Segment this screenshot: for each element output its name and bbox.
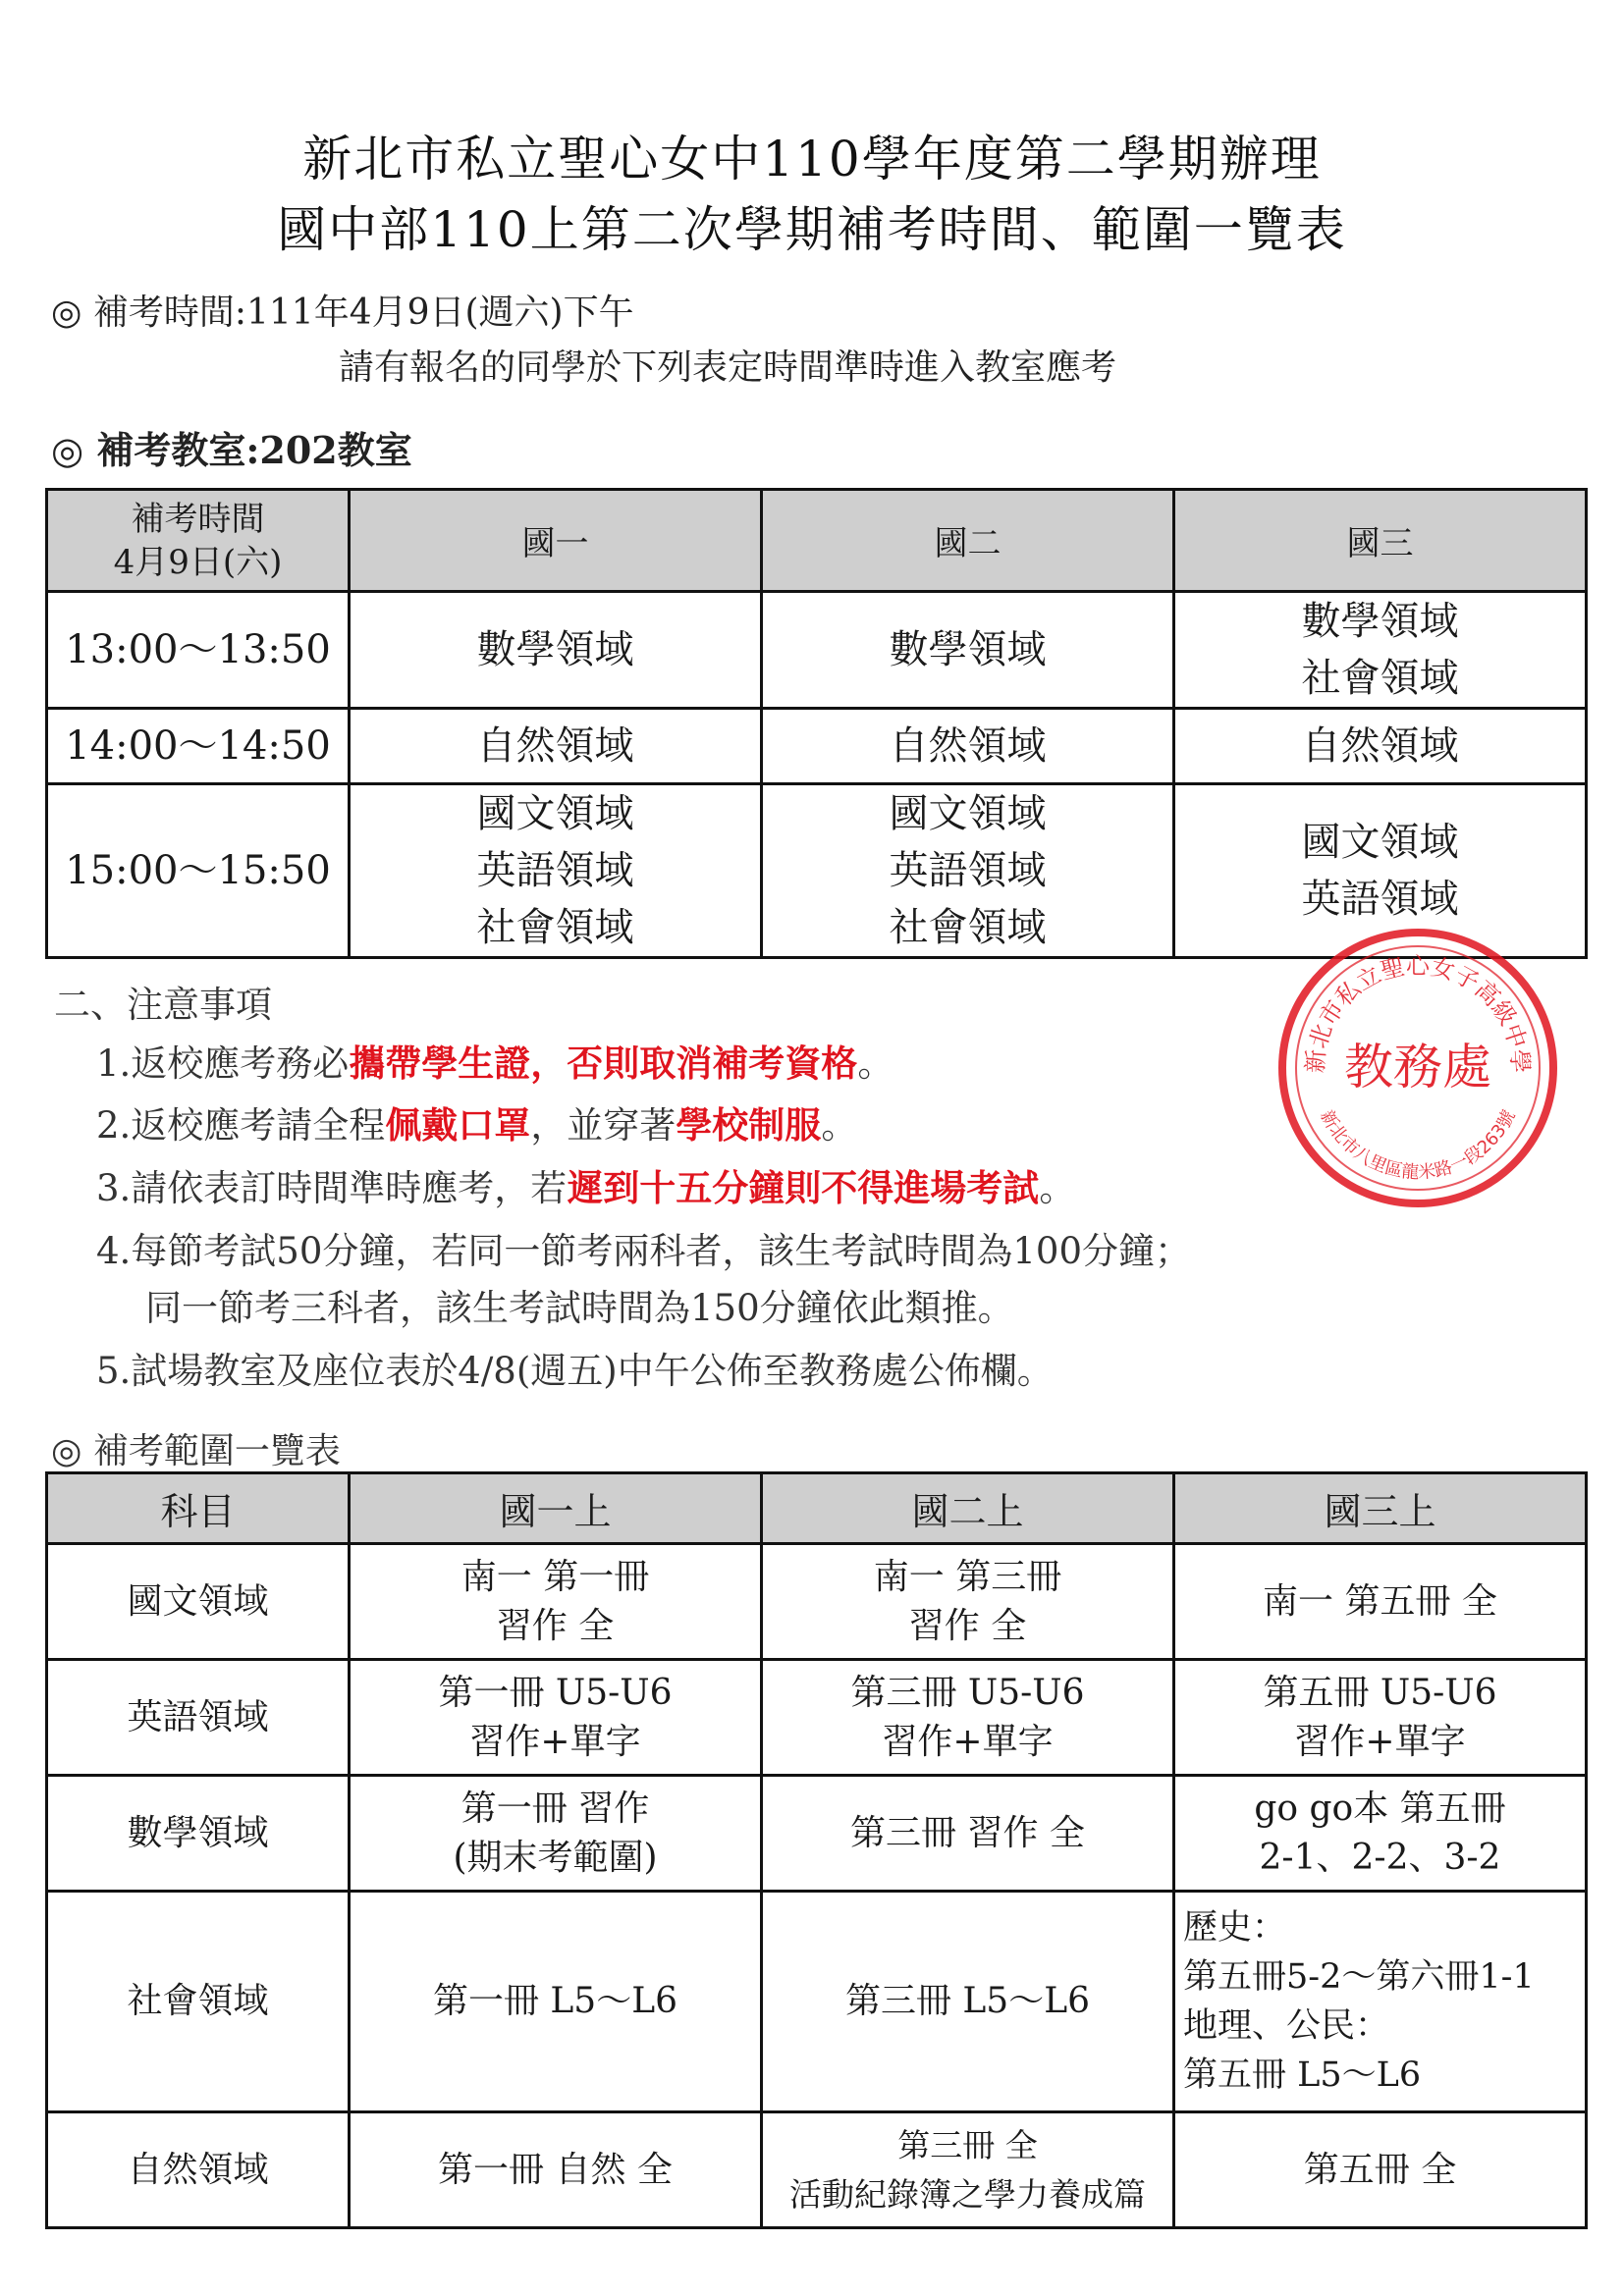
range-cell — [350, 1892, 762, 2112]
subject-cell — [350, 592, 762, 709]
subject-cell — [762, 784, 1174, 958]
schedule-corner-line1: 補考時間 — [131, 499, 265, 539]
range-row — [47, 1544, 1587, 1660]
range-text: 習作+單字 — [469, 1721, 641, 1762]
notes-heading: 二、注意事項 — [54, 984, 272, 1026]
svg-text:新北市八里區龍米路一段263號 — [1316, 1107, 1520, 1184]
document-title-line2: 國中部110上第二次學期補考時間、範圍一覽表 — [277, 201, 1347, 258]
range-text: go go本 第五冊 — [1254, 1788, 1506, 1829]
subject-text: 自然領域 — [1301, 723, 1459, 769]
range-text: 第三冊 習作 全 — [850, 1812, 1085, 1853]
grade-header: 國一 — [350, 490, 762, 592]
document-title-line1: 新北市私立聖心女中110學年度第二學期辦理 — [302, 131, 1322, 187]
note-1-text: 1.返校應考務必 — [96, 1042, 350, 1085]
range-text: 第五冊 L5～L6 — [1183, 2056, 1422, 2095]
subject-cell — [762, 592, 1174, 709]
subject-text: 英語領域 — [476, 848, 634, 893]
note-5: 5.試場教室及座位表於4/8(週五)中午公佈至教務處公佈欄。 — [96, 1350, 1054, 1392]
range-cell — [1174, 1892, 1587, 2112]
subject-text: 社會領域 — [476, 905, 634, 950]
range-text: (期末考範圍) — [453, 1837, 658, 1878]
schedule-row — [47, 709, 1587, 784]
range-cell — [1174, 1776, 1587, 1892]
schedule-header-row — [47, 490, 1587, 592]
range-text: 第三冊 L5～L6 — [844, 1981, 1091, 2021]
range-row — [47, 1892, 1587, 2112]
note-1-warning: 攜帶學生證，否則取消補考資格 — [349, 1041, 858, 1085]
range-text: 第五冊5-2～第六冊1-1 — [1183, 1957, 1535, 1997]
range-text: 習作+單字 — [1294, 1721, 1466, 1762]
range-row — [47, 1660, 1587, 1776]
subject-cell — [1174, 592, 1587, 709]
school-seal-stamp — [1274, 925, 1561, 1211]
range-row — [47, 2112, 1587, 2228]
grade-header: 國二 — [762, 490, 1174, 592]
range-text: 習作+單字 — [882, 1721, 1054, 1762]
note-2-end: 。 — [821, 1104, 858, 1147]
schedule-corner-cell — [47, 490, 350, 592]
range-subject: 自然領域 — [47, 2112, 350, 2228]
range-text: 第一冊 自然 全 — [438, 2149, 673, 2190]
subject-text: 國文領域 — [476, 791, 634, 836]
exam-time-note: 請有報名的同學於下列表定時間準時進入教室應考 — [339, 347, 1117, 388]
range-cell — [350, 1544, 762, 1660]
time-slot: 13:00～13:50 — [47, 592, 350, 709]
range-text: 歷史： — [1183, 1908, 1287, 1948]
range-text: 第一冊 L5～L6 — [432, 1981, 678, 2021]
subject-text: 數學領域 — [1301, 599, 1459, 644]
schedule-row — [47, 592, 1587, 709]
range-cell — [1174, 2112, 1587, 2228]
range-heading: ◎ 補考範圍一覽表 — [51, 1431, 341, 1471]
range-text: 第五冊 U5-U6 — [1263, 1672, 1497, 1713]
range-text: 2-1、2-2、3-2 — [1259, 1837, 1501, 1878]
range-cell — [350, 1660, 762, 1776]
range-subject: 數學領域 — [47, 1776, 350, 1892]
range-cell — [762, 1544, 1174, 1660]
note-3-text: 3.請依表訂時間準時應考，若 — [96, 1167, 568, 1209]
subject-text: 國文領域 — [889, 791, 1047, 836]
range-table — [45, 1471, 1588, 2229]
subject-cell — [1174, 709, 1587, 784]
range-header-row — [47, 1473, 1587, 1544]
range-subject: 社會領域 — [47, 1892, 350, 2112]
range-header: 國二上 — [762, 1473, 1174, 1544]
note-3 — [96, 1158, 1075, 1211]
range-row — [47, 1776, 1587, 1892]
stamp-center-text: 教務處 — [1344, 1039, 1491, 1095]
range-cell — [350, 1776, 762, 1892]
range-cell — [762, 2112, 1174, 2228]
range-header: 科目 — [47, 1473, 350, 1544]
subject-text: 數學領域 — [476, 627, 634, 672]
stamp-ring-bottom-text: 新北市八里區龍米路一段263號 — [1316, 1106, 1520, 1184]
note-4-line2: 同一節考三科者，該生考試時間為150分鐘依此類推。 — [145, 1287, 1014, 1329]
range-text: 南一 第三冊 — [873, 1556, 1062, 1597]
exam-time-label: ◎ 補考時間:111年4月9日(週六)下午 — [51, 293, 634, 333]
note-4-line1: 4.每節考試50分鐘，若同一節考兩科者，該生考試時間為100分鐘； — [96, 1230, 1192, 1272]
note-1-end: 。 — [857, 1042, 894, 1085]
range-cell — [1174, 1660, 1587, 1776]
note-2-text: 2.返校應考請全程 — [96, 1104, 386, 1147]
range-cell — [762, 1660, 1174, 1776]
subject-cell — [762, 709, 1174, 784]
note-1 — [96, 1034, 893, 1087]
range-cell — [1174, 1544, 1587, 1660]
note-2 — [96, 1095, 857, 1148]
range-subject: 英語領域 — [47, 1660, 350, 1776]
subject-text: 英語領域 — [889, 848, 1047, 893]
range-cell — [762, 1776, 1174, 1892]
subject-text: 社會領域 — [889, 905, 1047, 950]
subject-text: 自然領域 — [889, 723, 1047, 769]
subject-text: 社會領域 — [1301, 656, 1459, 701]
range-text: 第三冊 U5-U6 — [850, 1672, 1085, 1713]
range-text: 第一冊 U5-U6 — [438, 1672, 673, 1713]
subject-text: 數學領域 — [889, 627, 1047, 672]
range-cell — [762, 1892, 1174, 2112]
range-subject: 國文領域 — [47, 1544, 350, 1660]
range-text: 南一 第一冊 — [460, 1556, 650, 1597]
subject-cell — [350, 784, 762, 958]
subject-text: 自然領域 — [476, 723, 634, 769]
time-slot: 15:00～15:50 — [47, 784, 350, 958]
grade-header: 國三 — [1174, 490, 1587, 592]
range-header: 國一上 — [350, 1473, 762, 1544]
range-text: 第三冊 全 — [897, 2125, 1038, 2164]
range-header: 國三上 — [1174, 1473, 1587, 1544]
range-text: 習作 全 — [908, 1605, 1027, 1646]
subject-text: 國文領域 — [1301, 820, 1459, 865]
time-slot: 14:00～14:50 — [47, 709, 350, 784]
range-text: 習作 全 — [496, 1605, 615, 1646]
range-text: 第五冊 全 — [1303, 2149, 1457, 2190]
subject-text: 英語領域 — [1301, 877, 1459, 922]
range-text: 南一 第五冊 全 — [1263, 1580, 1497, 1622]
range-text: 地理、公民： — [1183, 2006, 1390, 2046]
note-3-warning: 遲到十五分鐘則不得進場考試 — [567, 1166, 1040, 1209]
note-2-warning-mask: 佩戴口罩 — [385, 1103, 531, 1147]
range-text: 活動紀錄簿之學力養成篇 — [789, 2174, 1146, 2214]
note-3-end: 。 — [1039, 1167, 1076, 1209]
schedule-table — [45, 488, 1588, 959]
schedule-corner-line2: 4月9日(六) — [113, 542, 283, 582]
stamp-ring-top-text: 新北市私立聖心女子高級中學 — [1301, 952, 1535, 1074]
note-2-warning-uniform: 學校制服 — [676, 1103, 822, 1147]
range-text: 第一冊 習作 — [460, 1788, 650, 1829]
exam-room-label: ◎ 補考教室:202教室 — [51, 428, 412, 472]
range-cell — [350, 2112, 762, 2228]
note-2-mid: ，並穿著 — [530, 1104, 677, 1147]
subject-cell — [350, 709, 762, 784]
